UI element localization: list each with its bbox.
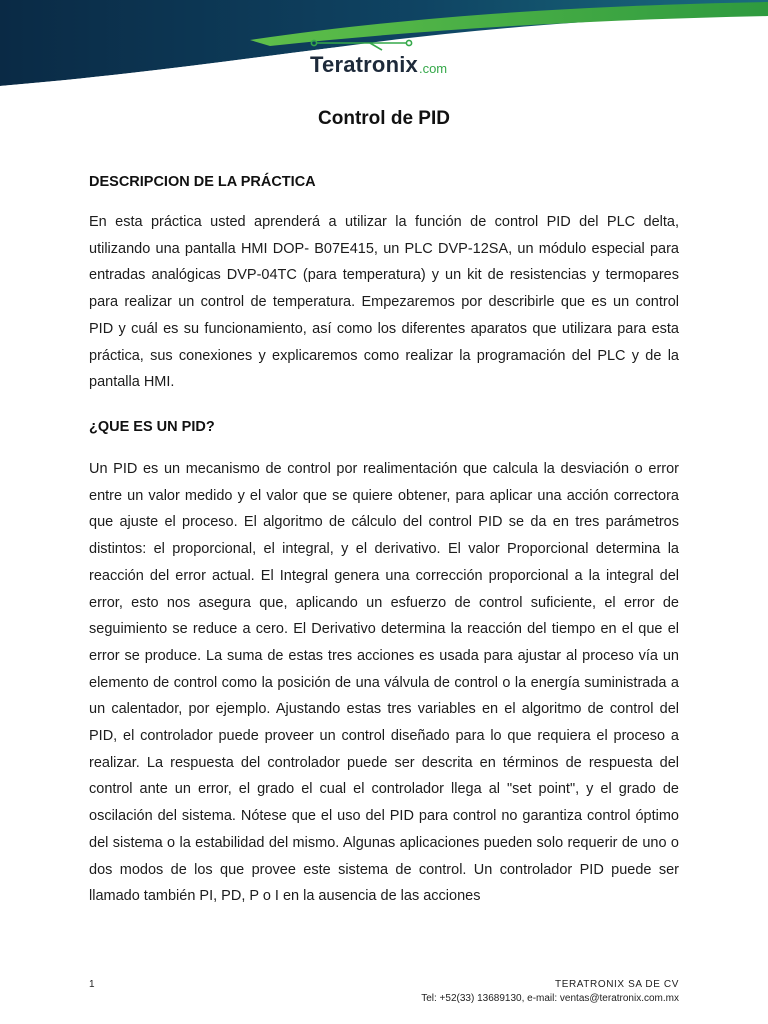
section-body-que-es-pid: Un PID es un mecanismo de control por realimentación que calcula la desviación o error entre un valor medido y el valor que se quiere obtener, para aplicar una acción correctora que ajuste el proceso. El algoritmo de cálculo del control PID se da en tres parámetros distintos: el proporcional, el integral, y el derivativo. El valor Proporcional determina la reacción del error actual. El Integral genera una corrección proporcional a la integral del error, esto nos asegura que, aplicando un esfuerzo de control suficiente, el error de seguimiento se reduce a cero. El Derivativo determina la reacción del tiempo en el que el error se produce. La suma de estas tres acciones es usada para ajustar al proceso vía un elemento de control como la posición de una válvula de control o la energía suministrada a un calentador, por ejemplo. Ajustando estas tres variables en el algoritmo de control del PID, el controlador puede proveer un control diseñado para lo que requiera el proceso a realizar. La respuesta del controlador puede ser descrita en términos de respuesta del control ante un error, el grado el cual el controlador llega al "set point", y el grado de oscilación del sistema. Nótese que el uso del PID para control no garantiza control óptimo del sistema o la estabilidad del mismo. Algunas aplicaciones pueden solo requerir de uno o dos modos de los que provee este sistema de control. Un controlador PID puede ser llamado también PI, PD, P o I en la ausencia de las acciones (89, 461, 679, 905)
section-heading-que-es-pid: ¿QUE ES UN PID? (89, 419, 215, 435)
document-title: Control de PID (318, 108, 450, 129)
logo-domain-suffix: .com (418, 61, 448, 76)
section-heading-descripcion: DESCRIPCION DE LA PRÁCTICA (89, 174, 316, 190)
logo-wordmark: Teratronix (310, 52, 418, 77)
circuit-trace-icon (310, 38, 430, 52)
footer-company-name: TERATRONIX SA DE CV (554, 979, 679, 990)
page-number: 1 (89, 979, 95, 990)
section-body-descripcion: En esta práctica usted aprenderá a utilizar la función de control PID del PLC delta, utilizando una pantalla HMI DOP- B07E415, un PLC DVP-12SA, un módulo especial para entradas analógicas DVP-04TC (para temperatura) y un kit de resistencias y termopares para realizar un control de temperatura. Empezaremos por describirle que es un control PID y cuál es su funcionamiento, así como los diferentes aparatos que utilizara para esta práctica, sus conexiones y explicaremos como realizar la programación del PLC y de la pantalla HMI. (89, 214, 679, 391)
footer-contact-info: Tel: +52(33) 13689130, e-mail: ventas@teratronix.com.mx (421, 993, 679, 1004)
company-logo (310, 40, 447, 76)
